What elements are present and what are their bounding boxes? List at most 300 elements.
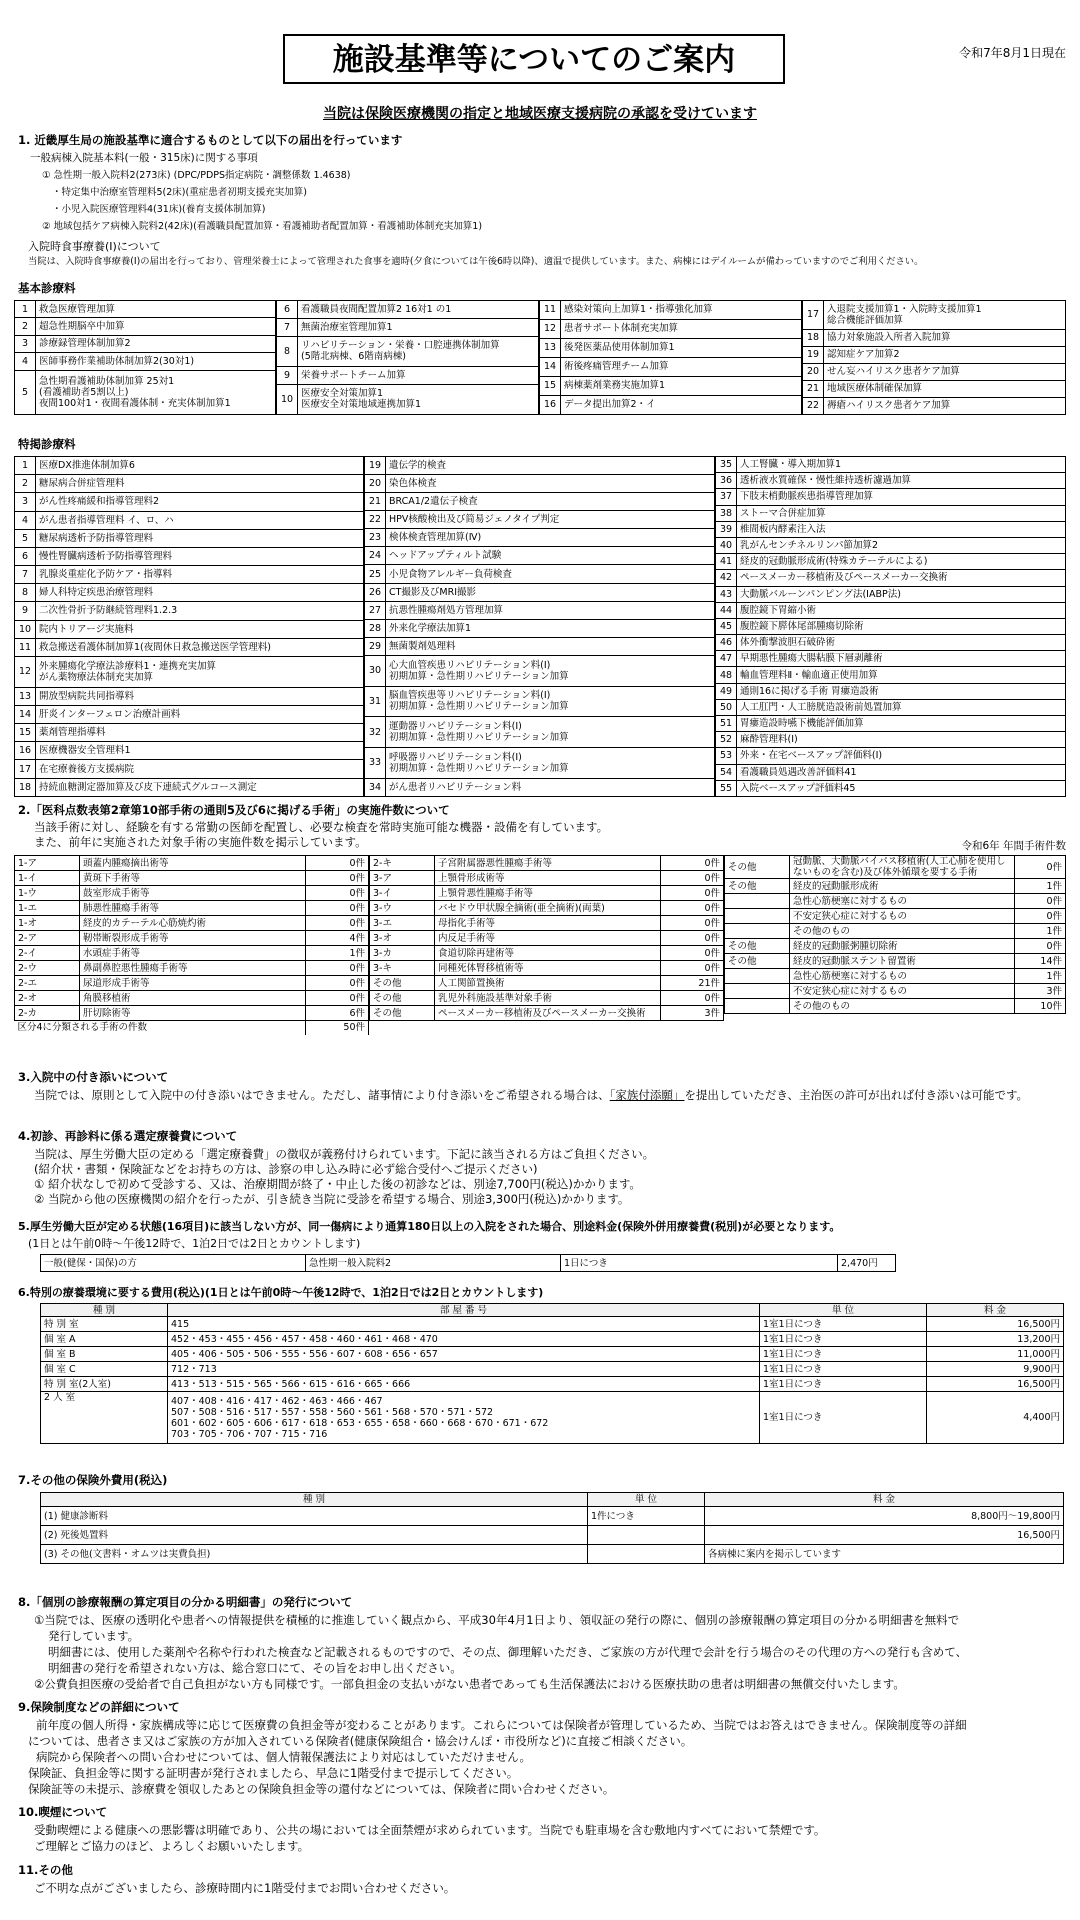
surgery-count: 0件: [306, 901, 369, 916]
section-4-heading: 4.初診、再診料に係る選定療養費について: [18, 1129, 238, 1143]
surgery-code: 1-ア: [15, 856, 80, 871]
item-number: 5: [15, 370, 36, 414]
table-row: [725, 954, 1066, 969]
table-row: [41, 1526, 1064, 1545]
table-row: [365, 475, 715, 493]
table-row: [41, 1362, 1064, 1377]
item-label: 胃瘻造設時嚥下機能評価加算: [737, 716, 1066, 732]
room-unit: 1室1日につき: [760, 1392, 927, 1444]
item-number: 14: [540, 357, 561, 376]
table-row: [15, 946, 369, 961]
room-price: 13,200円: [927, 1332, 1064, 1347]
surgery-count: 1件: [1015, 924, 1066, 939]
surgery-name: 肝切除術等: [80, 1006, 306, 1021]
table-row: [41, 1317, 1064, 1332]
item-label: 医師事務作業補助体制加算2(30対1): [36, 353, 276, 370]
header-cell: 部 屋 番 号: [168, 1304, 760, 1317]
surgery-name: 人工関節置換術: [435, 976, 661, 991]
room-numbers: 452・453・455・456・457・458・460・461・468・470: [168, 1332, 760, 1347]
item-number: 55: [716, 780, 737, 796]
surgery-count: 0件: [661, 916, 724, 931]
item-label: 染色体検査: [386, 475, 715, 493]
section-9-heading: 9.保険制度などの詳細について: [18, 1700, 180, 1714]
table-cell: 1日につき: [561, 1255, 838, 1272]
surgery-count: 0件: [661, 871, 724, 886]
item-number: 42: [716, 570, 737, 586]
table-row: [365, 637, 715, 655]
item-number: 8: [277, 336, 298, 366]
s5-table: [40, 1254, 896, 1272]
item-number: 15: [540, 376, 561, 395]
table-row: [15, 760, 364, 778]
item-label: 入院ベースアップ評価料45: [737, 780, 1066, 796]
item-number: 4: [15, 511, 36, 529]
item-number: 13: [15, 687, 36, 705]
s4-line: ① 紹介状なしで初めて受診する、又は、治療期間が終了・中止した後の初診などは、別途7,700円(税込)かかります。: [34, 1177, 641, 1191]
surgery-code: 2-カ: [15, 1006, 80, 1021]
basic-table: [14, 300, 1066, 428]
item-number: 28: [365, 619, 386, 637]
surgery-count: 6件: [306, 1006, 369, 1021]
table-row: [370, 991, 724, 1006]
item-label: 肝炎インターフェロン治療計画料: [36, 705, 364, 723]
table-row: [277, 336, 539, 366]
table-row: [370, 931, 724, 946]
item-number: 18: [15, 778, 36, 796]
table-row: [365, 717, 715, 748]
s1-line: 当院は、入院時食事療養(Ⅰ)の届出を行っており、管理栄養士によって管理された食事を適時(夕食については午後6時以降)、適温で提供しています。また、病棟にはデイルームが備わっていますのでご利用ください。: [28, 256, 924, 267]
item-number: 17: [15, 760, 36, 778]
surgery-count: 21件: [661, 976, 724, 991]
table-row: [725, 856, 1066, 879]
item-label: 糖尿病合併症管理料: [36, 475, 364, 493]
s10-line: 受動喫煙による健康への悪影響は明確であり、公共の場においては全面禁煙が求められています。当院でも駐車場を含む敷地内すべてにおいて禁煙です。: [34, 1823, 826, 1837]
room-numbers: 415: [168, 1317, 760, 1332]
surgery-code: その他: [725, 856, 790, 879]
surgery-name: 尿道形成手術等: [80, 976, 306, 991]
item-label: 心大血管疾患リハビリテーション料(Ⅰ) 初期加算・急性期リハビリテーション加算: [386, 655, 715, 686]
table-row: [370, 946, 724, 961]
item-label: 超急性期脳卒中加算: [36, 318, 276, 335]
surgery-count: 0件: [661, 931, 724, 946]
surgery-count: 0件: [306, 886, 369, 901]
s1-line: ① 急性期一般入院料2(273床) (DPC/PDPS指定病院・調整係数 1.4638): [42, 170, 351, 181]
table-row: [716, 667, 1066, 683]
surgery-count: 0件: [661, 961, 724, 976]
item-label: 無菌製剤処理料: [386, 637, 715, 655]
surgery-code: 2-キ: [370, 856, 435, 871]
surgery-count: 1件: [1015, 879, 1066, 894]
surgery-name: 経皮的冠動脈ステント留置術: [790, 954, 1015, 969]
surgery-name: 頭蓋内腫瘍摘出術等: [80, 856, 306, 871]
surgery-name: ペースメーカー移植術及びペースメーカー交換術: [435, 1006, 661, 1021]
s1-line: ・特定集中治療室管理料5(2床)(重症患者初期支援充実加算): [52, 187, 307, 198]
item-number: 11: [540, 301, 561, 320]
item-number: 30: [365, 655, 386, 686]
list-column: [802, 300, 1066, 415]
item-label: 看護職員処遇改善評価料41: [737, 764, 1066, 780]
surgery-tables: [14, 855, 1066, 1055]
table-row: [540, 357, 802, 376]
table-row: [803, 380, 1066, 397]
item-label: HPV核酸検出及び简易ジェノタイプ判定: [386, 511, 715, 529]
item-label: 乳がんセンチネルリンパ節加算2: [737, 537, 1066, 553]
table-row: [716, 716, 1066, 732]
table-row: [15, 901, 369, 916]
table-row: [15, 370, 276, 414]
surgery-code: 2-ア: [15, 931, 80, 946]
item-label: CT撮影及びMRI撮影: [386, 583, 715, 601]
item-number: 46: [716, 635, 737, 651]
item-label: 小児食物アレルギー負荷検査: [386, 565, 715, 583]
item-number: 10: [15, 620, 36, 638]
table-row: [716, 457, 1066, 473]
surgery-code: [725, 984, 790, 999]
item-label: 麻酔管理料(Ⅰ): [737, 732, 1066, 748]
surgery-table: [14, 855, 369, 1035]
item-number: 9: [15, 602, 36, 620]
table-header: [41, 1493, 1064, 1507]
s9-line: については、患者さま又はご家族の方が加入されている保険者(健康保険組合・協会けんぽ・市役所など)に直接ご相談ください。: [28, 1734, 693, 1748]
table-row: [540, 395, 802, 414]
table-row: [716, 780, 1066, 796]
item-label: 診療録管理体制加算2: [36, 335, 276, 352]
surgery-count: 0件: [661, 991, 724, 1006]
item-number: 6: [277, 301, 298, 319]
surgery-name: 水頭症手術等: [80, 946, 306, 961]
table-row: [725, 924, 1066, 939]
table-row: [725, 879, 1066, 894]
surgery-code: その他: [725, 939, 790, 954]
item-label: 遺伝学的検査: [386, 457, 715, 475]
header-cell: 種 別: [41, 1493, 588, 1507]
item-number: 15: [15, 724, 36, 742]
item-label: がん患者リハビリテーション料: [386, 778, 715, 796]
room-unit: 1室1日につき: [760, 1332, 927, 1347]
item-label: 腹腔鏡下膵体尾部腫瘍切除術: [737, 618, 1066, 634]
subtitle: [0, 106, 1080, 123]
table-row: [365, 457, 715, 475]
table-row: [15, 856, 369, 871]
table-row: [277, 301, 539, 319]
table-row: [716, 554, 1066, 570]
table-row: [41, 1255, 896, 1272]
item-number: 9: [277, 366, 298, 384]
item-number: 33: [365, 748, 386, 779]
table-row: [365, 655, 715, 686]
section-6-heading: 6.特別の療養環境に要する費用(税込)(1日とは午前0時〜午後12時で、1泊2日では2日とカウントします): [18, 1286, 544, 1299]
room-numbers: 413・513・515・565・566・615・616・665・666: [168, 1377, 760, 1392]
table-row: [365, 547, 715, 565]
table-row: [365, 601, 715, 619]
surgery-code: [725, 969, 790, 984]
surgery-code: 2-イ: [15, 946, 80, 961]
list-column: [14, 456, 364, 797]
item-number: 7: [277, 318, 298, 336]
table-row: [15, 353, 276, 370]
item-number: 27: [365, 601, 386, 619]
table-row: [41, 1392, 1064, 1444]
surgery-count: 1件: [306, 946, 369, 961]
room-unit: 1室1日につき: [760, 1347, 927, 1362]
table-row: [540, 301, 802, 320]
item-number: 6: [15, 547, 36, 565]
fee-type: (2) 死後処置料: [41, 1526, 588, 1545]
surgery-code: 3-ウ: [370, 901, 435, 916]
surgery-code: その他: [725, 954, 790, 969]
item-number: 25: [365, 565, 386, 583]
item-label: 輸血管理料Ⅱ・輸血適正使用加算: [737, 667, 1066, 683]
special-heading: 特掲診療料: [18, 437, 76, 451]
table-row: [803, 397, 1066, 414]
table-row: [716, 764, 1066, 780]
s1-line: ・小児入院医療管理料4(31床)(養育支援体制加算): [52, 204, 266, 215]
item-label: 慢性腎臓病透析予防指導管理料: [36, 547, 364, 565]
surgery-code: 3-ア: [370, 871, 435, 886]
table-row: [370, 1006, 724, 1021]
table-row: [370, 961, 724, 976]
item-number: 35: [716, 457, 737, 473]
table-row: [15, 961, 369, 976]
surgery-name: 不安定狭心症に対するもの: [790, 984, 1015, 999]
fee-type: (3) その他(文書料・オムツは実費負担): [41, 1545, 588, 1564]
table-row: [370, 916, 724, 931]
surgery-count: 10件: [1015, 999, 1066, 1014]
s1-line: 一般病棟入院基本料(一般・315床)に関する事項: [30, 152, 258, 164]
item-number: 3: [15, 335, 36, 352]
table-row: [716, 602, 1066, 618]
item-number: 41: [716, 554, 737, 570]
s3-text: 当院では、原則として入院中の付き添いはできません。ただし、諸事情により付き添いをご希望される場合は、「家族付添願」を提出していただき、主治医の許可が出れば付き添いは可能です。: [34, 1088, 1029, 1102]
surgery-count: 0件: [661, 856, 724, 871]
table-row: [725, 894, 1066, 909]
subtitle-text: 当院は保険医療機関の指定と地域医療支援病院の承認を受けています: [323, 106, 757, 122]
room-fee-table: [40, 1303, 1064, 1444]
surgery-name: 鼓室形成手術等: [80, 886, 306, 901]
item-number: 2: [15, 475, 36, 493]
header-cell: 料 金: [705, 1493, 1064, 1507]
item-label: 看護職員夜間配置加算2 16対1 の1: [298, 301, 539, 319]
table-row: [725, 909, 1066, 924]
table-row: [15, 529, 364, 547]
table-row: [15, 916, 369, 931]
table-row: [41, 1377, 1064, 1392]
header-cell: 単 位: [760, 1304, 927, 1317]
item-number: 53: [716, 748, 737, 764]
section-1-heading: 1. 近畿厚生局の施設基準に適合するものとして以下の届出を行っています: [18, 133, 403, 147]
fee-type: (1) 健康診断料: [41, 1507, 588, 1526]
surgery-name: 鼻副鼻腔悪性腫瘍手術等: [80, 961, 306, 976]
s1-line: 入院時食事療養(Ⅰ)について: [28, 240, 161, 253]
table-row: [15, 584, 364, 602]
page-title: 施設基準等についてのご案内: [283, 34, 785, 84]
list-column: [364, 456, 715, 797]
table-row: [15, 511, 364, 529]
surgery-name: 急性心筋梗塞に対するもの: [790, 969, 1015, 984]
table-row: [15, 318, 276, 335]
item-number: 2: [15, 318, 36, 335]
table-row: [365, 511, 715, 529]
table-row: [41, 1347, 1064, 1362]
item-label: 医療DX推進体制加算6: [36, 457, 364, 475]
surgery-code: [725, 924, 790, 939]
surgery-name: 子宮附属器悪性腫瘍手術等: [435, 856, 661, 871]
surgery-count: 0件: [1015, 894, 1066, 909]
item-number: 47: [716, 651, 737, 667]
item-number: 32: [365, 717, 386, 748]
table-row: [716, 521, 1066, 537]
table-row: [716, 699, 1066, 715]
s8-line: 発行しています。: [48, 1629, 140, 1643]
table-row: [540, 376, 802, 395]
item-label: がん性疼痛緩和指導管理料2: [36, 493, 364, 511]
s9-line: 前年度の個人所得・家族構成等に応じて医療費の負担金等が変わることがあります。これらについては保険者が管理しているため、当院ではお答えはできません。保険制度等の詳細: [36, 1718, 967, 1732]
item-number: 18: [803, 329, 824, 346]
item-label: 認知症ケア加算2: [824, 346, 1066, 363]
section-8-heading: 8.「個別の診療報酬の算定項目の分かる明細書」の発行について: [18, 1595, 353, 1609]
surgery-name: 母指化手術等: [435, 916, 661, 931]
table-row: [716, 586, 1066, 602]
item-label: 入退院支援加算1・入院時支援加算1 総合機能評価加算: [824, 301, 1066, 330]
surgery-code: 3-カ: [370, 946, 435, 961]
item-number: 52: [716, 732, 737, 748]
table-row: [803, 329, 1066, 346]
surgery-count: 0件: [1015, 939, 1066, 954]
fee-unit: [588, 1526, 705, 1545]
item-number: 16: [540, 395, 561, 414]
item-label: ヘッドアップティルト試験: [386, 547, 715, 565]
surgery-name: その他のもの: [790, 999, 1015, 1014]
table-row: [15, 335, 276, 352]
item-number: 12: [15, 656, 36, 687]
table-row: [15, 886, 369, 901]
table-row: [803, 346, 1066, 363]
item-label: 救急医療管理加算: [36, 301, 276, 318]
surgery-code: その他: [725, 879, 790, 894]
room-type: 個 室 A: [41, 1332, 168, 1347]
fee-unit: [588, 1545, 705, 1564]
effective-date: 令和7年8月1日現在: [959, 46, 1066, 60]
table-row: [716, 651, 1066, 667]
item-label: 患者サポート体制充実加算: [561, 319, 802, 338]
surgery-code: 1-エ: [15, 901, 80, 916]
surgery-code: 3-エ: [370, 916, 435, 931]
table-row: [716, 570, 1066, 586]
item-label: 検体検査管理加算(Ⅳ): [386, 529, 715, 547]
surgery-count: 3件: [1015, 984, 1066, 999]
item-number: 7: [15, 566, 36, 584]
table-row: [716, 505, 1066, 521]
table-row: [15, 638, 364, 656]
table-row: [803, 301, 1066, 330]
surgery-code: 1-イ: [15, 871, 80, 886]
item-number: 17: [803, 301, 824, 330]
item-number: 40: [716, 537, 737, 553]
item-label: 呼吸器リハビリテーション料(Ⅰ) 初期加算・急性期リハビリテーション加算: [386, 748, 715, 779]
fee-price: 8,800円〜19,800円: [705, 1507, 1064, 1526]
table-row: [41, 1545, 1064, 1564]
surgery-count: 0件: [306, 916, 369, 931]
surgery-name: バセドウ甲状腺全摘術(亜全摘術)(両葉): [435, 901, 661, 916]
surgery-code: その他: [370, 991, 435, 1006]
item-number: 12: [540, 319, 561, 338]
list-column: [14, 300, 276, 415]
item-label: 褥瘡ハイリスク患者ケア加算: [824, 397, 1066, 414]
room-type: 2 人 室: [41, 1392, 168, 1444]
table-row: [41, 1332, 1064, 1347]
item-label: 術後疼痛管理チーム加算: [561, 357, 802, 376]
table-row: [277, 366, 539, 384]
table-row: [15, 457, 364, 475]
item-label: 地域医療体制確保加算: [824, 380, 1066, 397]
item-number: 13: [540, 338, 561, 357]
table-row: [803, 363, 1066, 380]
item-number: 24: [365, 547, 386, 565]
item-label: 持続血糖測定器加算及び皮下連続式グルコース測定: [36, 778, 364, 796]
fee-unit: 1件につき: [588, 1507, 705, 1526]
item-number: 36: [716, 473, 737, 489]
item-label: リハビリテーション・栄養・口腔連携体制加算 (5階北病棟、6階南病棟): [298, 336, 539, 366]
s8-line: ①当院では、医療の透明化や患者への情報提供を積極的に推進していく観点から、平成30年4月1日より、領収証の発行の際に、個別の診療報酬の算定項目の分かる明細書を無料で: [34, 1613, 960, 1627]
item-label: 病棟薬剤業務実施加算1: [561, 376, 802, 395]
item-number: 19: [365, 457, 386, 475]
item-number: 19: [803, 346, 824, 363]
item-label: 経皮的冠動脈形成術(特殊カテーテルによる): [737, 554, 1066, 570]
table-row: [716, 618, 1066, 634]
table-row: [15, 778, 364, 796]
s8-line: ②公費負担医療の受給者で自己負担がない方も同様です。一部負担金の支払いがない患者であっても生活保護法における医療扶助の患者は明細書の無償交付いたします。: [34, 1677, 905, 1691]
s9-line: 保険証、負担金等に関する証明書が発行されましたら、早急に1階受付まで提示してください。: [28, 1766, 519, 1780]
surgery-code: [725, 999, 790, 1014]
item-label: 透析液水質確保・慢性維持透析濾過加算: [737, 473, 1066, 489]
table-row: [370, 976, 724, 991]
surgery-name: 同種死体腎移植術等: [435, 961, 661, 976]
room-price: 11,000円: [927, 1347, 1064, 1362]
room-price: 9,900円: [927, 1362, 1064, 1377]
room-price: 16,500円: [927, 1317, 1064, 1332]
surgery-count: 0件: [1015, 856, 1066, 879]
item-label: ストーマ合併症加算: [737, 505, 1066, 521]
item-number: 1: [15, 457, 36, 475]
room-numbers: 407・408・416・417・462・463・466・467 507・508・516・517・557・558・560・561・568・570・571・572 601・602・605・606・617・618・653・655・658・660・668・670・671・672 703・705・706・707・715・716: [168, 1392, 760, 1444]
item-label: 開放型病院共同指導料: [36, 687, 364, 705]
item-label: データ提出加算2・イ: [561, 395, 802, 414]
item-number: 37: [716, 489, 737, 505]
table-row: [15, 687, 364, 705]
room-type: 特 別 室(2人室): [41, 1377, 168, 1392]
item-number: 51: [716, 716, 737, 732]
table-row: [15, 656, 364, 687]
table-row: [15, 566, 364, 584]
table-row: [365, 565, 715, 583]
item-number: 5: [15, 529, 36, 547]
surgery-count: 0件: [306, 991, 369, 1006]
room-table: [40, 1303, 1064, 1444]
surgery-name: 経皮的冠動脈形成術: [790, 879, 1015, 894]
item-label: 協力対象施設入所者入院加算: [824, 329, 1066, 346]
footer-label: 区分4に分類される手術の件数: [15, 1021, 306, 1035]
table-cell: 急性期一般入院料2: [306, 1255, 561, 1272]
surgery-name: 冠動脈、大動脈バイパス移植術(人工心肺を使用しないものを含む)及び体外循環を要する手術: [790, 856, 1015, 879]
item-number: 14: [15, 705, 36, 723]
surgery-name: 黄斑下手術等: [80, 871, 306, 886]
item-label: 外来・在宅ベースアップ評価料(Ⅰ): [737, 748, 1066, 764]
table-row: [15, 547, 364, 565]
surgery-code: 1-オ: [15, 916, 80, 931]
surgery-name: 肺悪性腫瘍手術等: [80, 901, 306, 916]
table-row: [15, 493, 364, 511]
s8-line: 明細書には、使用した薬剤や名称や行われた検査など記載されるものですので、その点、御理解いただき、ご家族の方が代理で会計を行う場合のその代理の方への発行も含めて、: [48, 1645, 968, 1659]
